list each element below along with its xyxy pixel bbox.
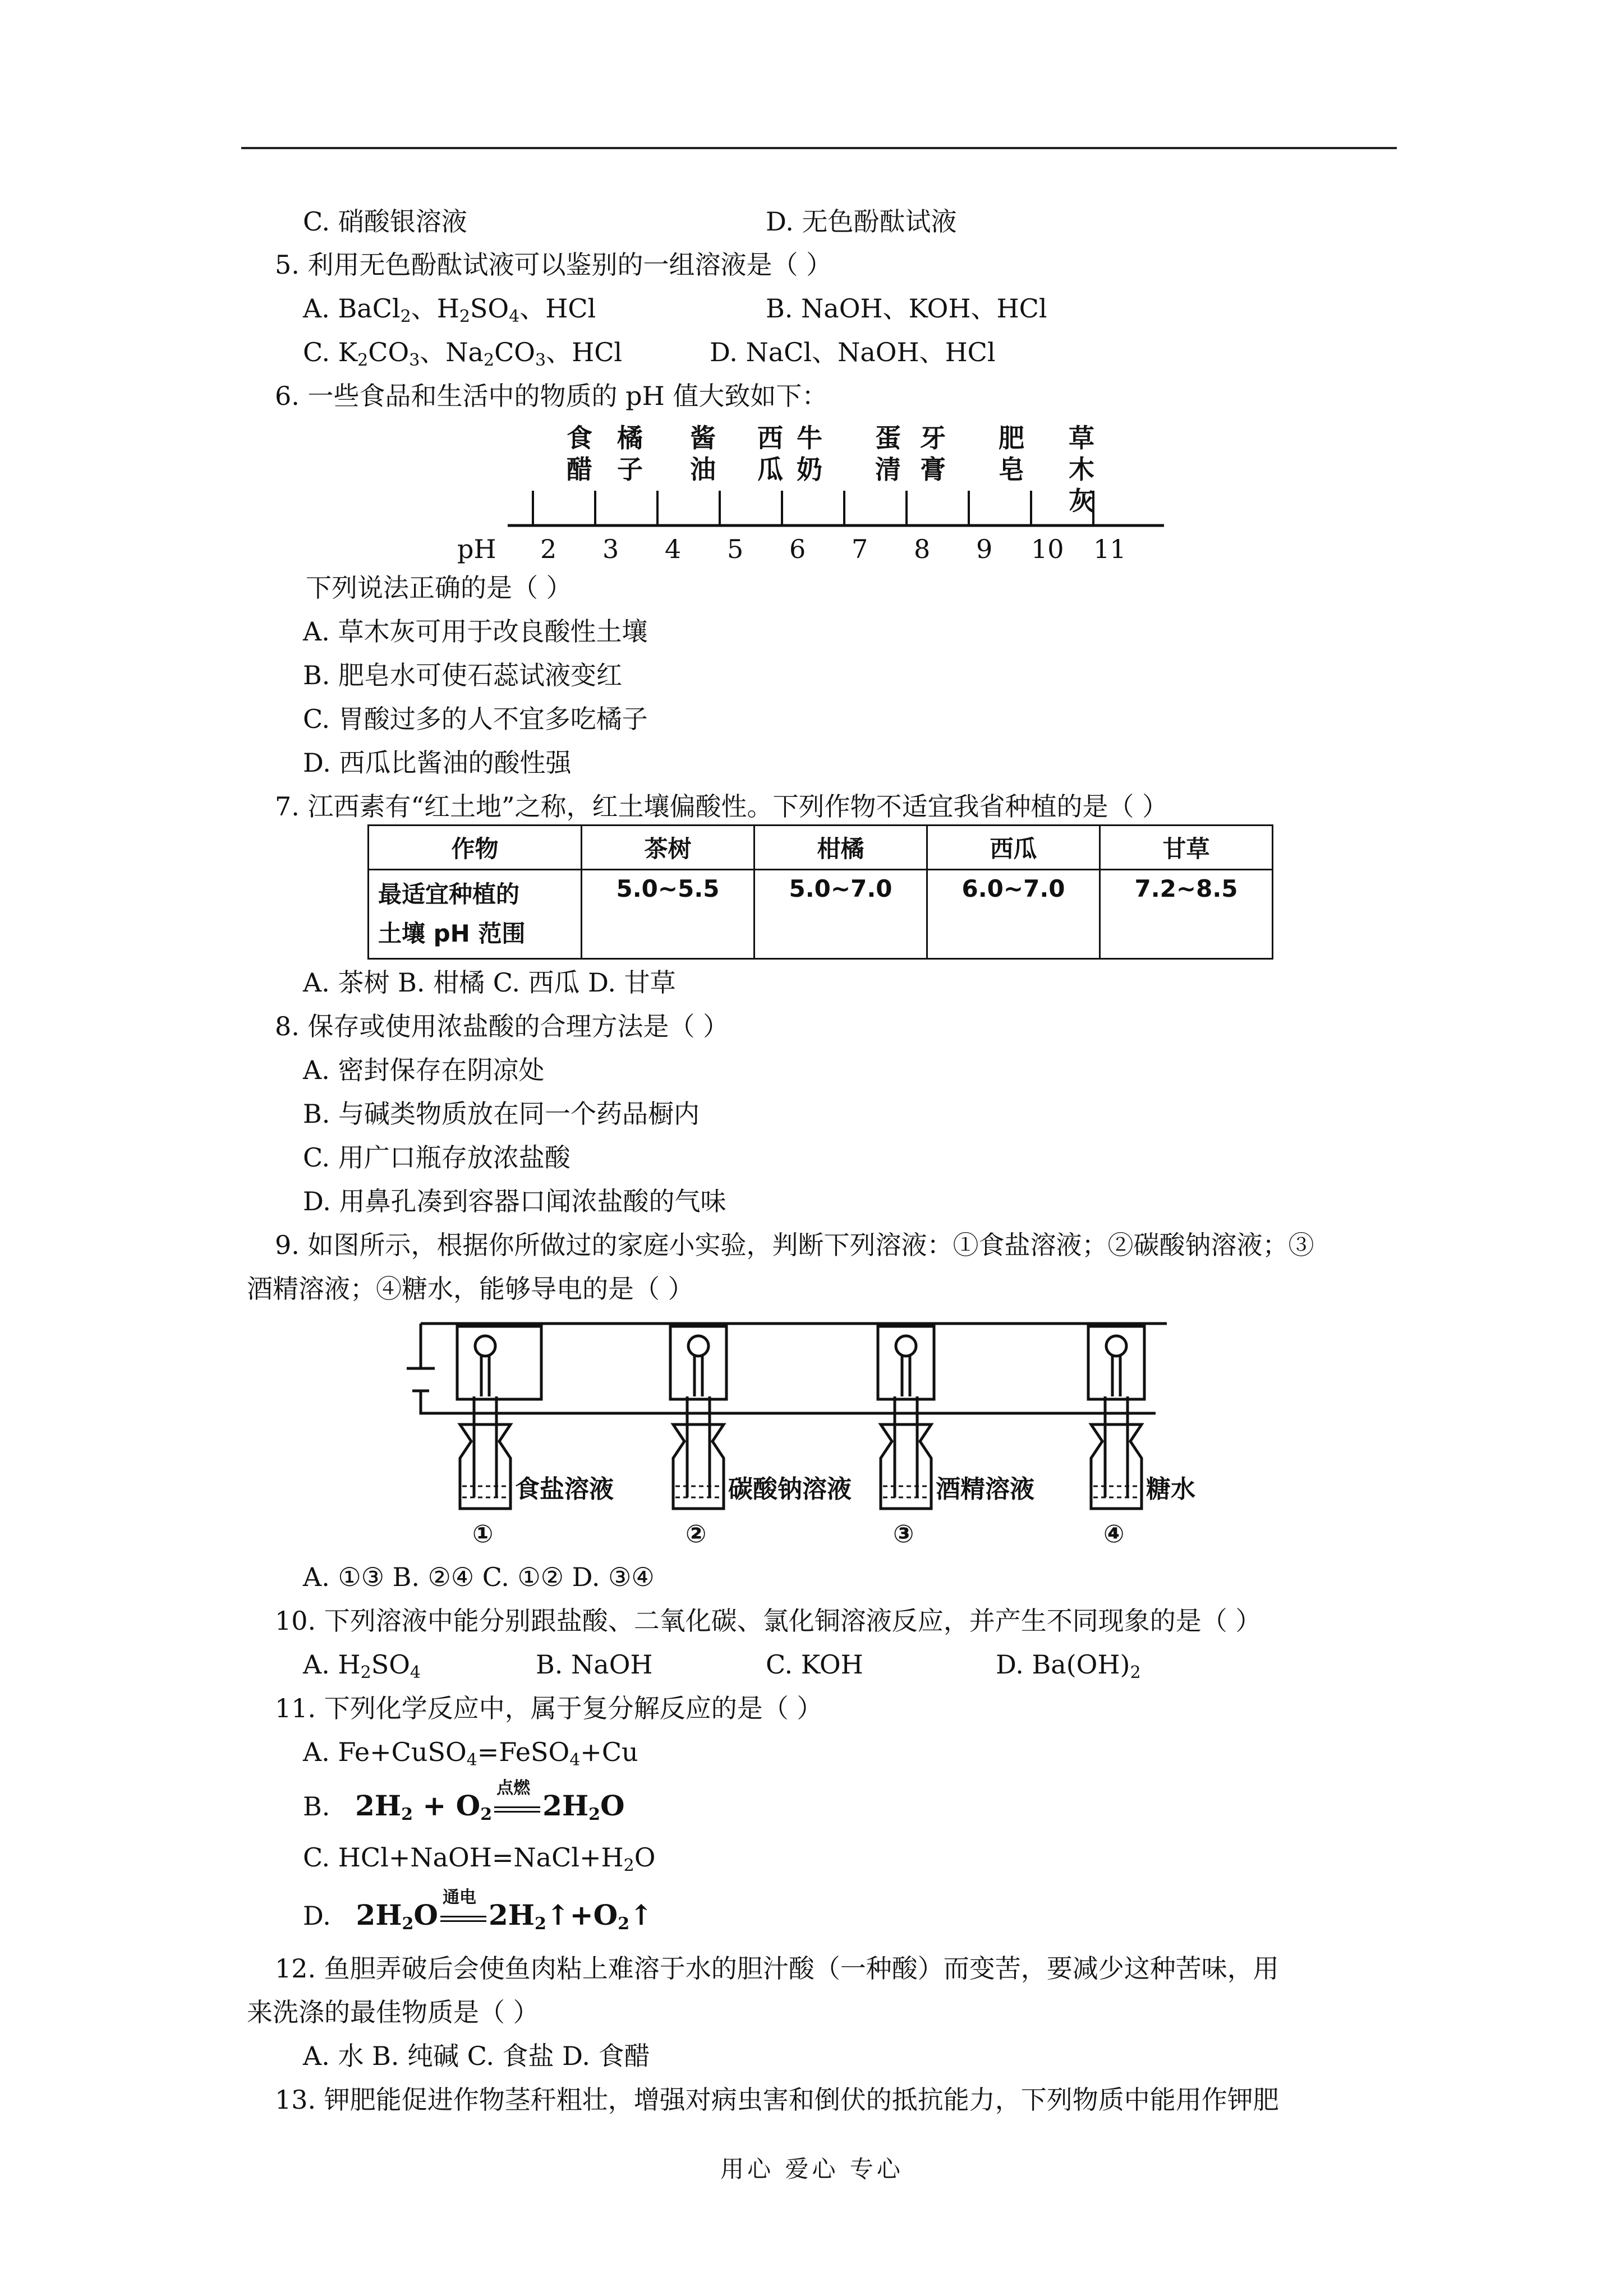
- q11-option-b: B. $2H_2 + O_2$ 点燃 $2H_2O$: [303, 1778, 625, 1824]
- ph-item-vinegar-2: 醋: [567, 454, 592, 485]
- table-row: [369, 870, 1273, 959]
- ph-tick-label: 2: [540, 534, 557, 564]
- ph-item-soap-2: 皂: [999, 454, 1024, 485]
- table-cell: 5.0~7.0: [755, 870, 927, 959]
- q6-option-a: A. 草木灰可用于改良酸性土壤: [303, 616, 648, 647]
- ph-item-vinegar-1: 食: [567, 423, 592, 453]
- header-rule: [241, 147, 1397, 149]
- ph-scale-label: pH: [457, 534, 496, 564]
- q12-stem-line1: 12. 鱼胆弄破后会使鱼肉粘上难溶于水的胆汁酸（一种酸）而变苦，要减少这种苦味，用: [275, 1953, 1279, 1984]
- table-cell: 6.0~7.0: [927, 870, 1100, 959]
- table-header-cell: 柑橘: [755, 826, 927, 870]
- q11-stem: 11. 下列化学反应中，属于复分解反应的是（ ）: [275, 1693, 823, 1723]
- conductivity-experiment-figure: [404, 1312, 1234, 1559]
- q9-options: A. ①③ B. ②④ C. ①② D. ③④: [303, 1562, 655, 1592]
- ph-scale-figure: [454, 418, 1184, 569]
- q6-stem: 6. 一些食品和生活中的物质的 pH 值大致如下：: [275, 381, 828, 411]
- reaction-condition-arrow: 通电: [438, 1907, 489, 1929]
- q6-option-b: B. 肥皂水可使石蕊试液变红: [303, 660, 623, 690]
- ph-tick-label: 10: [1031, 534, 1064, 564]
- table-cell: 5.0~5.5: [582, 870, 755, 959]
- table-header-row: [369, 826, 1273, 870]
- q10-option-d: D. $Ba(OH)_2$: [996, 1649, 1141, 1682]
- ph-tick-label: 9: [976, 534, 993, 564]
- ph-item-milk-1: 牛: [797, 423, 822, 453]
- ph-item-orange-2: 子: [617, 454, 643, 485]
- q10-option-a: A. $H_2SO_4$: [303, 1649, 421, 1682]
- q9-stem-line1: 9. 如图所示，根据你所做过的家庭小实验，判断下列溶液：①食盐溶液；②碳酸钠溶液；③: [275, 1230, 1314, 1260]
- ph-item-eggwhite-2: 清: [875, 454, 901, 485]
- ph-item-watermelon-1: 西: [757, 423, 783, 453]
- q12-options: A. 水 B. 纯碱 C. 食盐 D. 食醋: [303, 2041, 650, 2071]
- table-header-cell: 茶树: [582, 826, 755, 870]
- ph-item-toothpaste-1: 牙: [920, 423, 946, 453]
- q5-option-b: B. NaOH、KOH、HCl: [766, 293, 1047, 324]
- ph-item-milk-2: 奶: [797, 454, 822, 485]
- page-footer: 用心 爱心 专心: [720, 2155, 904, 2183]
- q11-option-a: A. Fe+CuSO$_4$=FeSO$_4$+Cu: [303, 1737, 638, 1770]
- ph-item-watermelon-2: 瓜: [757, 454, 783, 485]
- solution-label-alcohol: 酒精溶液: [936, 1475, 1034, 1504]
- q10-stem: 10. 下列溶液中能分别跟盐酸、二氧化碳、氯化铜溶液反应，并产生不同现象的是（ ）: [275, 1606, 1262, 1636]
- q5-stem: 5. 利用无色酚酞试液可以鉴别的一组溶液是（ ）: [275, 250, 832, 280]
- ph-tick-label: 7: [852, 534, 868, 564]
- ph-item-toothpaste-2: 膏: [920, 454, 946, 485]
- ph-item-soysauce-1: 酱: [690, 423, 716, 453]
- q13-stem: 13. 钾肥能促进作物茎秆粗壮，增强对病虫害和倒伏的抵抗能力，下列物质中能用作钾肥: [275, 2085, 1279, 2115]
- table-header-cell: 甘草: [1100, 826, 1273, 870]
- q6-option-d: D. 西瓜比酱油的酸性强: [303, 748, 572, 778]
- ph-tick-label: 5: [727, 534, 744, 564]
- q8-option-c: C. 用广口瓶存放浓盐酸: [303, 1142, 571, 1173]
- ph-item-soysauce-2: 油: [690, 454, 716, 485]
- ph-tick-label: 8: [914, 534, 931, 564]
- q8-option-d: D. 用鼻孔凑到容器口闻浓盐酸的气味: [303, 1186, 726, 1216]
- bottle-number-2: ②: [686, 1520, 707, 1548]
- q12-stem-line2: 来洗涤的最佳物质是（ ）: [247, 1997, 539, 2027]
- q7-options: A. 茶树 B. 柑橘 C. 西瓜 D. 甘草: [303, 967, 676, 998]
- table-row-label: 最适宜种植的 土壤 pH 范围: [369, 870, 582, 959]
- bottle-number-1: ①: [472, 1520, 494, 1548]
- ph-item-ash-2: 木: [1069, 454, 1094, 485]
- ph-item-orange-1: 橘: [617, 423, 643, 453]
- ph-tick-label: 4: [665, 534, 682, 564]
- table-header-cell: 作物: [369, 826, 582, 870]
- crop-ph-table: [367, 824, 1273, 960]
- solution-label-sugar: 糖水: [1146, 1475, 1195, 1504]
- q10-option-b: B. NaOH: [536, 1649, 653, 1680]
- ph-item-soap-1: 肥: [999, 423, 1024, 453]
- table-cell: 7.2~8.5: [1100, 870, 1273, 959]
- reaction-condition-arrow: 点燃: [492, 1797, 542, 1820]
- table-header-cell: 西瓜: [927, 826, 1100, 870]
- solution-label-sodium-carbonate: 碳酸钠溶液: [728, 1475, 852, 1504]
- q4-option-d: D. 无色酚酞试液: [766, 206, 957, 237]
- q7-stem: 7. 江西素有“红土地”之称，红土壤偏酸性。下列作物不适宜我省种植的是（ ）: [275, 791, 1168, 822]
- q6-prompt: 下列说法正确的是（ ）: [306, 573, 572, 603]
- q9-stem-line2: 酒精溶液；④糖水，能够导电的是（ ）: [247, 1274, 694, 1304]
- q8-stem: 8. 保存或使用浓盐酸的合理方法是（ ）: [275, 1011, 729, 1041]
- ph-item-ash-3: 灰: [1069, 486, 1094, 516]
- q5-option-c: C. $K_2CO_3$、$Na_2CO_3$、HCl: [303, 337, 623, 370]
- ph-item-ash-1: 草: [1069, 423, 1094, 453]
- q10-option-c: C. KOH: [766, 1649, 863, 1680]
- q6-option-c: C. 胃酸过多的人不宜多吃橘子: [303, 704, 648, 734]
- q8-option-a: A. 密封保存在阴凉处: [303, 1055, 545, 1085]
- ph-tick-label: 11: [1093, 534, 1126, 564]
- solution-label-salt: 食盐溶液: [515, 1475, 614, 1504]
- bottle-number-3: ③: [893, 1520, 914, 1548]
- q11-option-c: C. $HCl+NaOH=NaCl+H_2O$: [303, 1842, 656, 1875]
- q8-option-b: B. 与碱类物质放在同一个药品橱内: [303, 1099, 700, 1129]
- q11-option-d: D. $2H_2O$ 通电 $2H_2↑+O_2↑$: [303, 1888, 653, 1934]
- ph-tick-label: 3: [602, 534, 619, 564]
- q4-option-c: C. 硝酸银溶液: [303, 206, 467, 237]
- ph-tick-label: 6: [789, 534, 806, 564]
- q5-option-a: A. BaCl$_2$、$H_2SO_4$、HCl: [303, 293, 596, 326]
- ph-item-eggwhite-1: 蛋: [875, 423, 901, 453]
- bottle-number-4: ④: [1103, 1520, 1125, 1548]
- q5-option-d: D. NaCl、NaOH、HCl: [710, 337, 996, 367]
